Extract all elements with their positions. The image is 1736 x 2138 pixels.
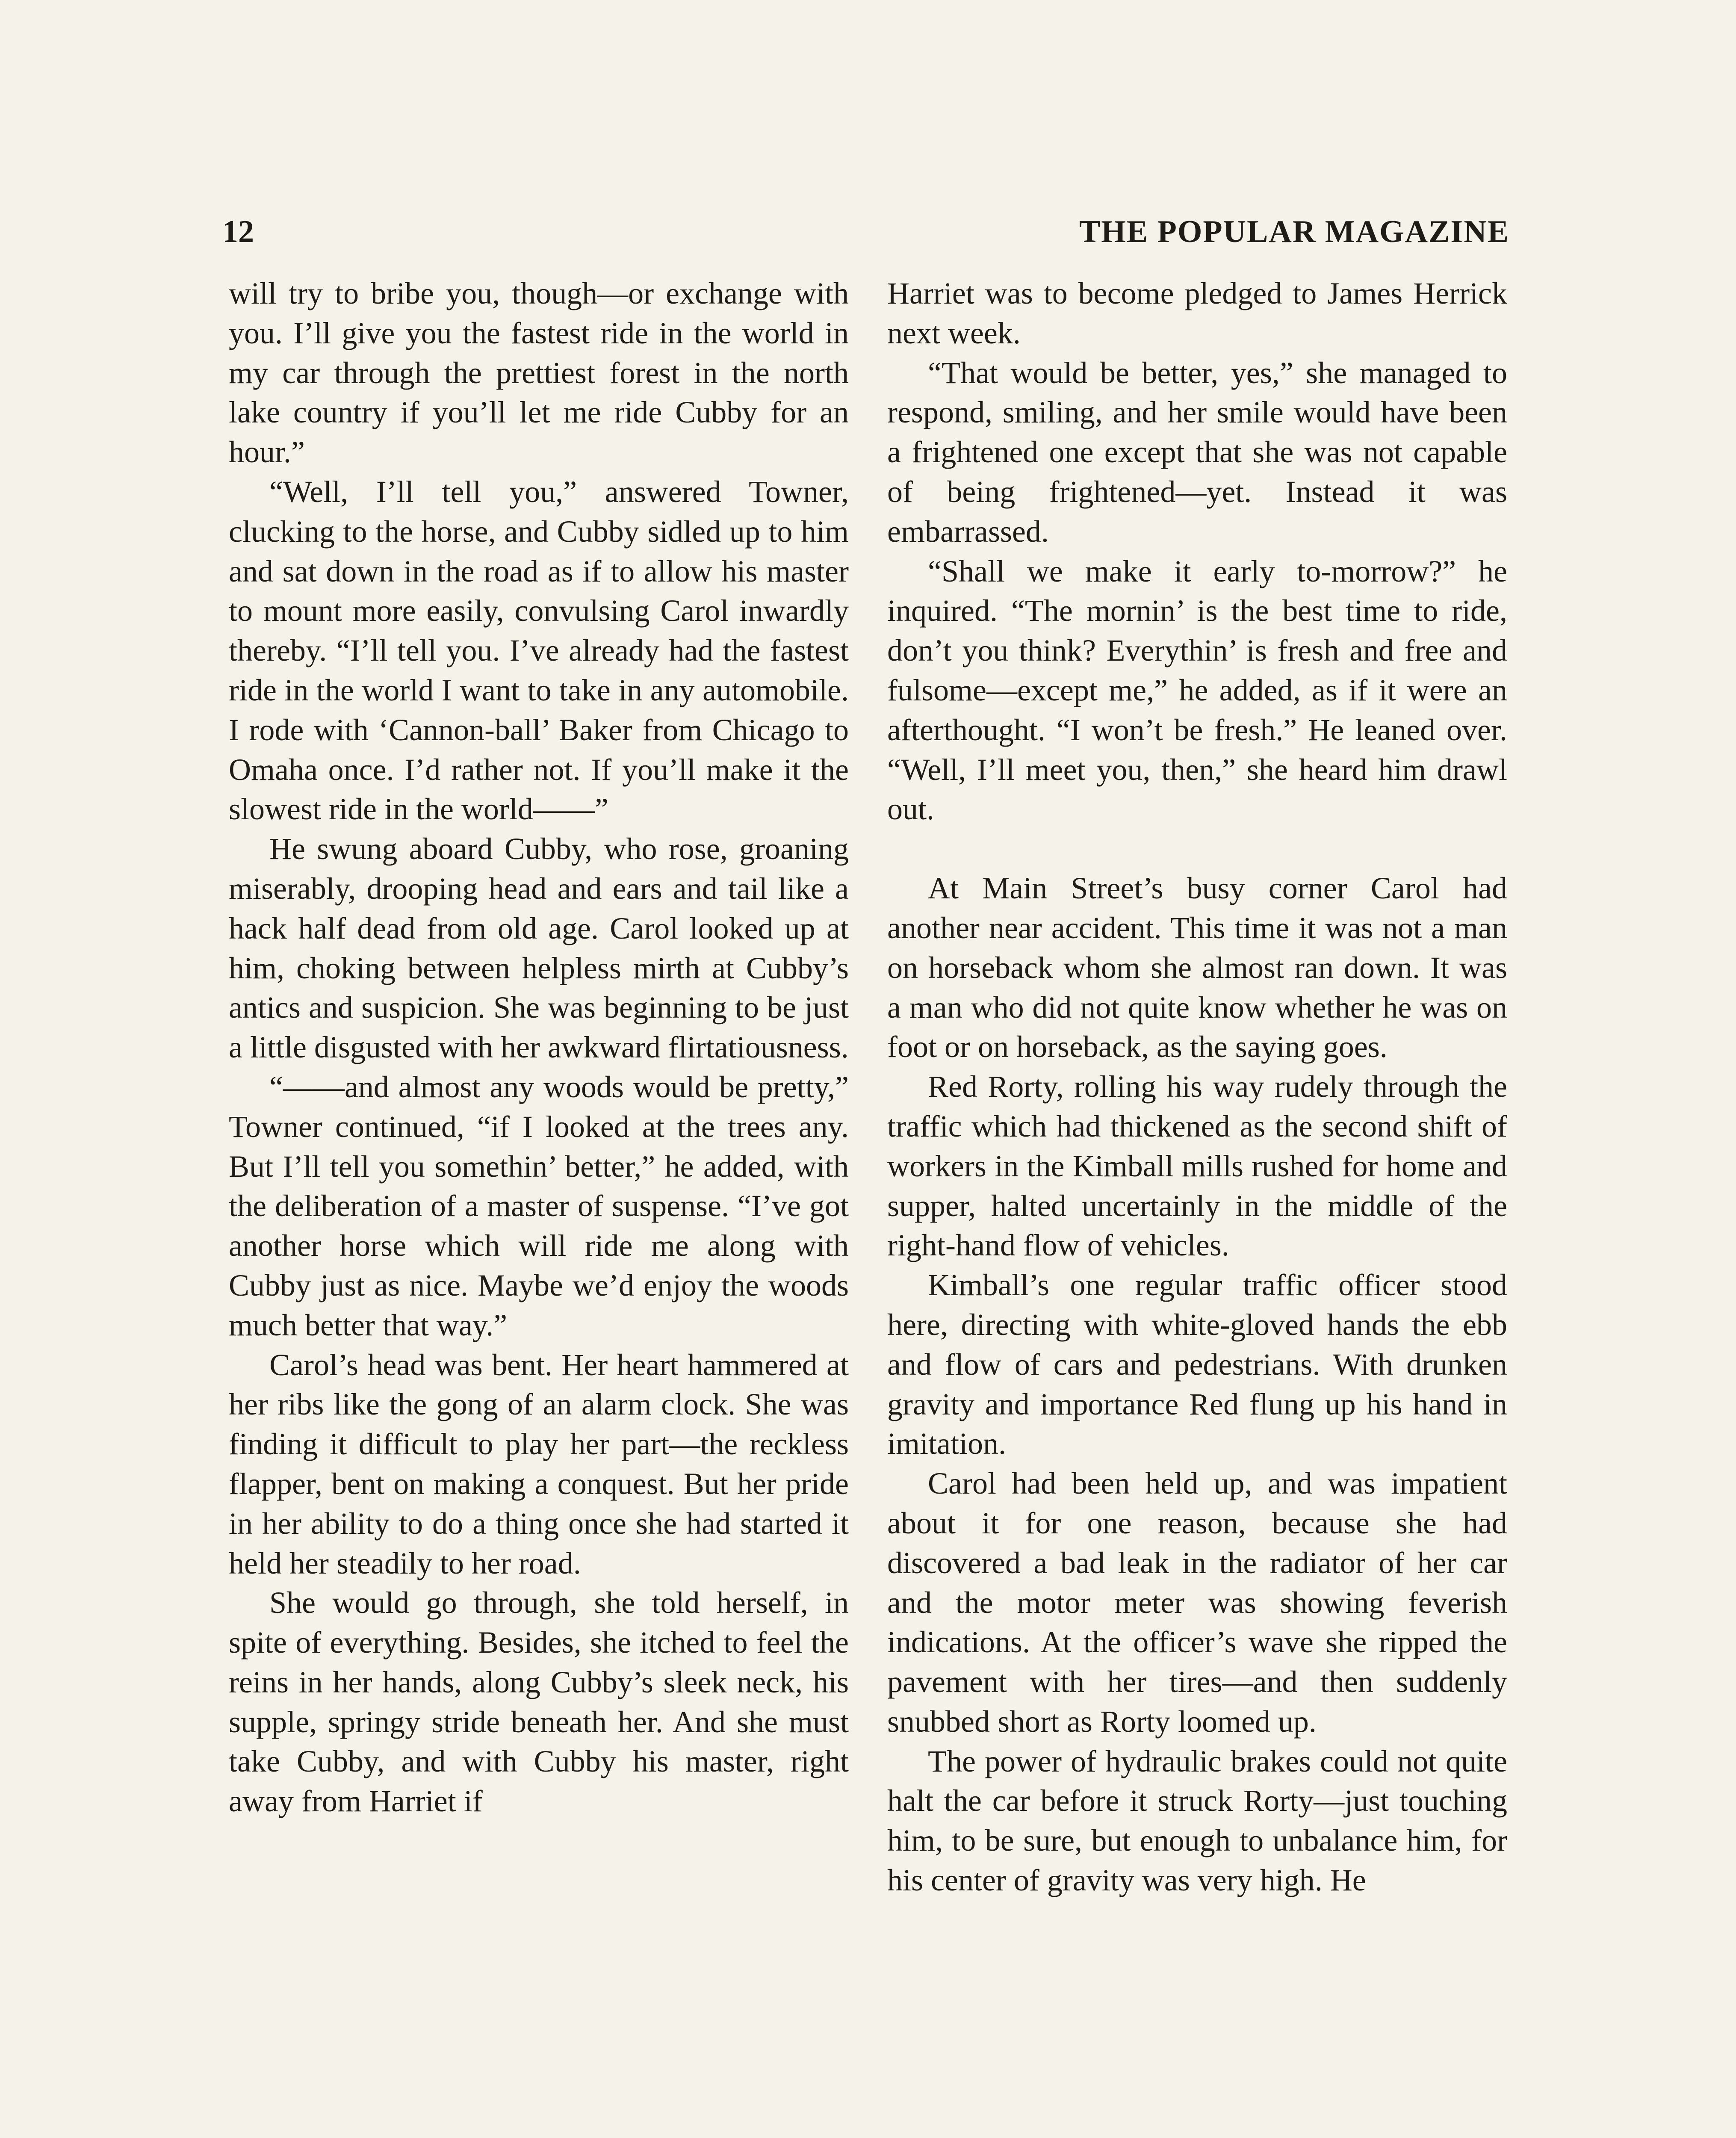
paragraph: will try to bribe you, though—or exchange with you. I’ll give you the fastest ride in the world in my car through the prettiest forest in the north lake country if you’ll let me ride Cubby for an hour.” [229,276,849,470]
page-header [222,214,1509,261]
paragraph: The power of hydraulic brakes could not quite halt the car before it struck Rorty—just touching him, to be sure, but enough to unbalance him, for his center of gravity was very high. He [887,1744,1507,1898]
paragraph: “That would be better, yes,” she managed to respond, smiling, and her smile would have been a frightened one except that she was not capable of being frightened—yet. Instead it was embarrassed. [887,355,1507,549]
left-column [229,274,849,1821]
paragraph: Kimball’s one regular traffic officer stood here, directing with white-gloved hands the ebb and flow of cars and pedestrians. With drunken gravity and importance Red flung up his hand in imitation. [887,1268,1507,1461]
paragraph: “——and almost any woods would be pretty,” Towner continued, “if I looked at the trees any. But I’ll tell you somethin’ better,” he added, with the deliberation of a master of suspense. “I’ve got another horse which will ride me along with Cubby just as nice. Maybe we’d enjoy the woods much better that way.” [229,1069,849,1342]
paragraph: At Main Street’s busy corner Carol had another near accident. This time it was not a man on horseback whom she almost ran down. It was a man who did not quite know whether he was on foot or on horseback, as the saying goes. [887,871,1507,1064]
running-head: THE POPULAR MAGAZINE [1079,214,1509,249]
page-number: 12 [222,214,254,249]
paragraph: Carol had been held up, and was impatient about it for one reason, because she had discovered a bad leak in the radiator of her car and the motor meter was showing feverish indications. At the officer’s wave she ripped the pavement with her tires—and then suddenly snubbed short as Rorty loomed up. [887,1466,1507,1739]
right-column [887,274,1507,1900]
paragraph: He swung aboard Cubby, who rose, groaning miserably, drooping head and ears and tail like a hack half dead from old age. Carol looked up at him, choking between helpless mirth at Cubby’s antics and suspicion. She was beginning to be just a little disgusted with her awkward flirtatiousness. [229,832,849,1065]
paragraph: “Shall we make it early to-morrow?” he inquired. “The mornin’ is the best time to ride, don’t you think? Everythin’ is fresh and free and fulsome—except me,” he added, as if it were an afterthought. “I won’t be fresh.” He leaned over. “Well, I’ll meet you, then,” she heard him drawl out. [887,554,1507,827]
paragraph: Harriet was to become pledged to James Herrick next week. [887,276,1507,350]
paragraph: “Well, I’ll tell you,” answered Towner, clucking to the horse, and Cubby sidled up to him and sat down in the road as if to allow his master to mount more easily, convulsing Carol inwardly thereby. “I’ll tell you. I’ve already had the fastest ride in the world I want to take in any automobile. I rode with ‘Cannon-ball’ Baker from Chicago to Omaha once. I’d rather not. If you’ll make it the slowest ride in the world——” [229,474,849,827]
paragraph: She would go through, she told herself, in spite of everything. Besides, she itched to feel the reins in her hands, along Cubby’s sleek neck, his supple, springy stride beneath her. And she must take Cubby, and with Cubby his master, right away from Harriet if [229,1586,849,1819]
paragraph: Carol’s head was bent. Her heart hammered at her ribs like the gong of an alarm clock. She was finding it difficult to play her part—the reckless flapper, bent on making a conquest. But her pride in her ability to do a thing once she had started it held her steadily to her road. [229,1347,849,1580]
paragraph: Red Rorty, rolling his way rudely through the traffic which had thickened as the second shift of workers in the Kimball mills rushed for home and supper, halted uncertainly in the middle of the right-hand flow of vehicles. [887,1069,1507,1263]
